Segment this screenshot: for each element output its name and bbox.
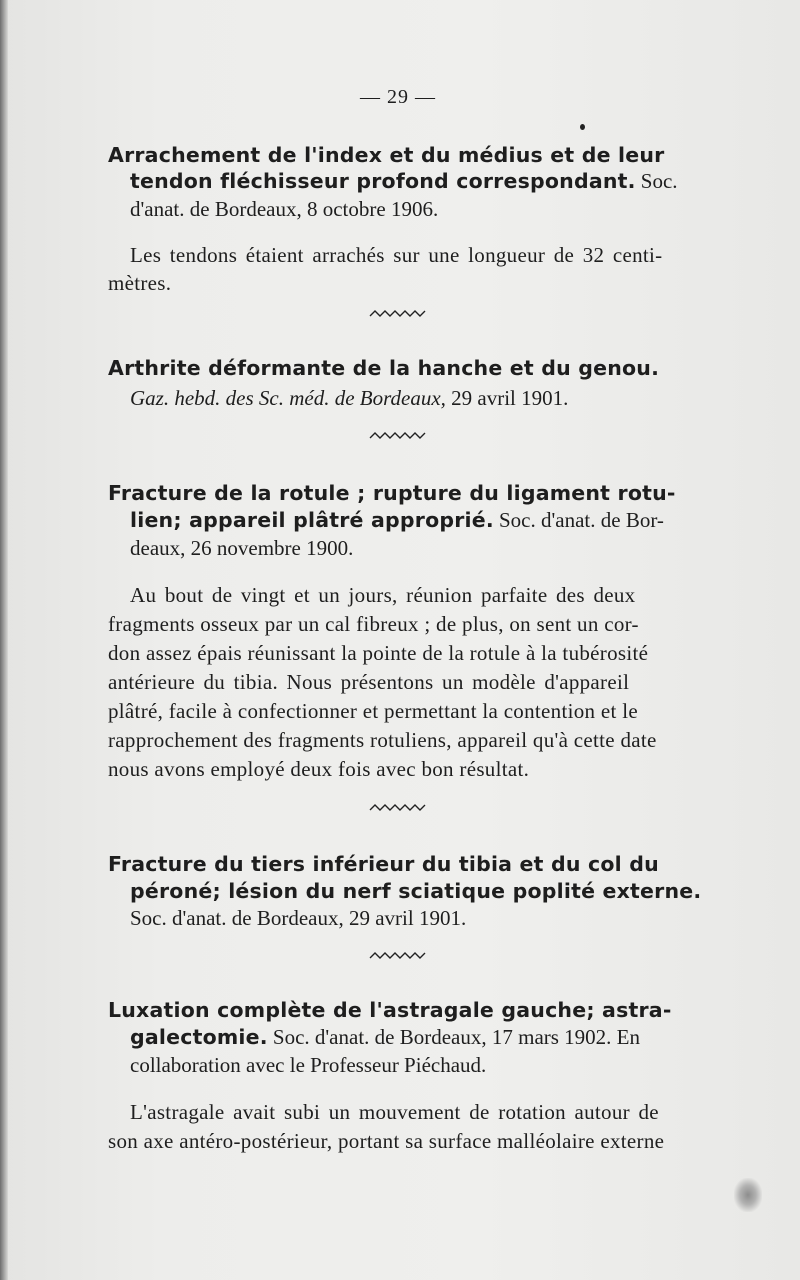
entry-1-reference: d'anat. de Bordeaux, 8 octobre 1906. bbox=[130, 197, 439, 221]
entry-3-reference: deaux, 26 novembre 1900. bbox=[130, 536, 354, 560]
entry-2-date: 29 avril 1901. bbox=[451, 386, 569, 410]
wavy-line-ornament-icon bbox=[369, 430, 431, 442]
entry-3-body-line-4: antérieure du tibia. Nous présentons un modèle d'appareil bbox=[108, 670, 630, 694]
entry-1-body-line-1: Les tendons étaient arrachés sur une longueur de 32 centi- bbox=[130, 243, 663, 267]
entry-4-title-line-2: péroné; lésion du nerf sciatique poplité externe. bbox=[130, 879, 702, 903]
entry-4-title-line-1: Fracture du tiers inférieur du tibia et du col du bbox=[108, 852, 659, 876]
entry-5-line-2 bbox=[130, 1025, 640, 1050]
ink-speck bbox=[580, 124, 585, 130]
entry-5-reference-start: Soc. d'anat. de Bordeaux, 17 mars 1902. En bbox=[272, 1025, 641, 1049]
entry-1-line-2 bbox=[130, 169, 678, 194]
entry-3-title-line-1: Fracture de la rotule ; rupture du ligament rotu- bbox=[108, 481, 676, 505]
entry-4-reference: Soc. d'anat. de Bordeaux, 29 avril 1901. bbox=[130, 906, 467, 930]
entry-1-body-line-2: mètres. bbox=[108, 271, 172, 295]
entry-3-body-line-6: rapprochement des fragments rotuliens, appareil qu'à cette date bbox=[108, 728, 657, 752]
entry-1-reference-start: Soc. bbox=[640, 169, 678, 193]
entry-2-title: Arthrite déformante de la hanche et du genou. bbox=[108, 356, 660, 380]
entry-5-title-line-2: galectomie. bbox=[130, 1025, 268, 1049]
entry-1-title-line-2: tendon fléchisseur profond correspondant. bbox=[130, 169, 636, 193]
page-number: — 29 — bbox=[360, 86, 436, 108]
entry-5-body-line-1: L'astragale avait subi un mouvement de rotation autour de bbox=[130, 1100, 659, 1124]
entry-5-reference: collaboration avec le Professeur Piéchaud. bbox=[130, 1053, 487, 1077]
entry-3-body-line-3: don assez épais réunissant la pointe de la rotule à la tubérosité bbox=[108, 641, 649, 665]
entry-3-line-2 bbox=[130, 508, 664, 533]
entry-5-title-line-1: Luxation complète de l'astragale gauche; astra- bbox=[108, 998, 672, 1022]
entry-3-body-line-7: nous avons employé deux fois avec bon résultat. bbox=[108, 757, 530, 781]
ink-stain bbox=[734, 1178, 762, 1212]
entry-1-title-line-1: Arrachement de l'index et du médius et de leur bbox=[108, 143, 665, 167]
entry-5-body-line-2: son axe antéro-postérieur, portant sa surface malléolaire externe bbox=[108, 1129, 665, 1153]
entry-3-title-line-2: lien; appareil plâtré approprié. bbox=[130, 508, 494, 532]
entry-3-body-line-2: fragments osseux par un cal fibreux ; de plus, on sent un cor- bbox=[108, 612, 639, 636]
entry-3-body-line-1: Au bout de vingt et un jours, réunion parfaite des deux bbox=[130, 583, 636, 607]
entry-3-reference-start: Soc. d'anat. de Bor- bbox=[499, 508, 664, 532]
entry-2-reference bbox=[130, 386, 568, 411]
wavy-line-ornament-icon bbox=[369, 950, 431, 962]
page-edge-shadow bbox=[0, 0, 8, 1280]
wavy-line-ornament-icon bbox=[369, 308, 431, 320]
wavy-line-ornament-icon bbox=[369, 802, 431, 814]
entry-2-journal: Gaz. hebd. des Sc. méd. de Bordeaux, bbox=[130, 386, 446, 410]
entry-3-body-line-5: plâtré, facile à confectionner et permettant la contention et le bbox=[108, 699, 638, 723]
